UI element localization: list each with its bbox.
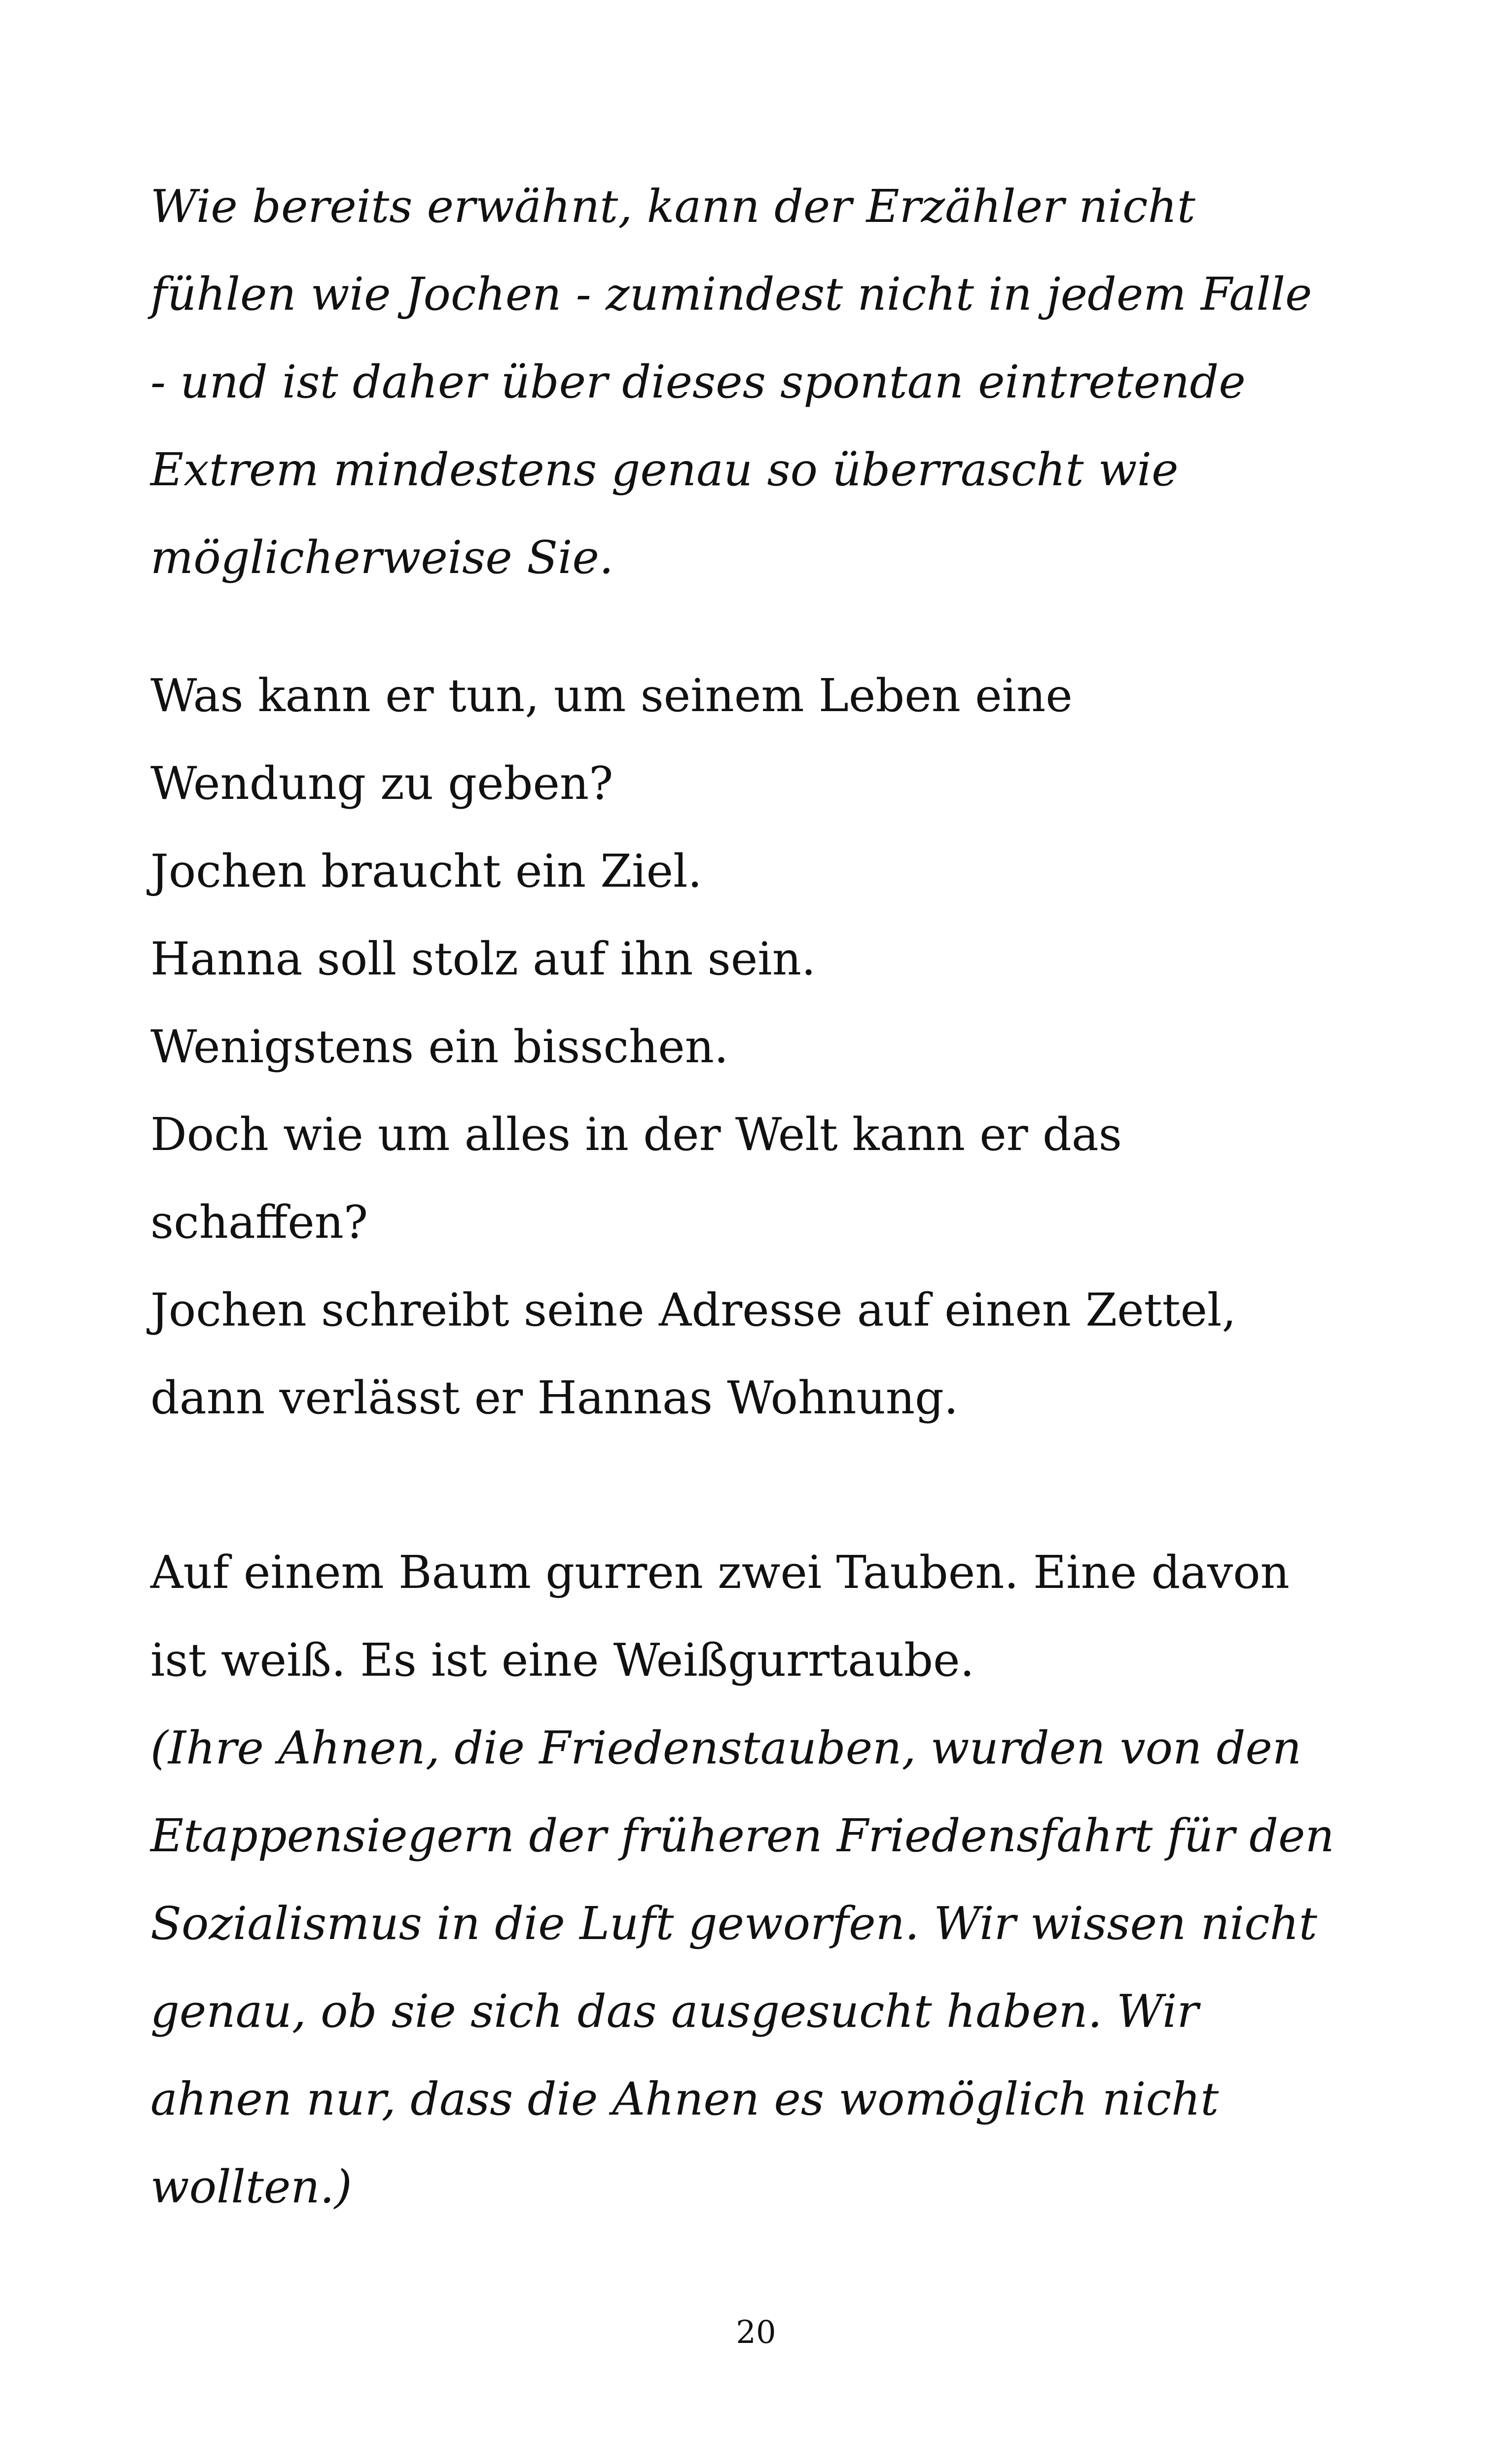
- text-line: (Ihre Ahnen, die Friedenstauben, wurden von den: [150, 1722, 1302, 1774]
- text-line: Was kann er tun, um seinem Leben eine: [150, 669, 1073, 722]
- text-line: ist weiß. Es ist eine Weißgurrtaube.: [150, 1634, 974, 1687]
- text-line: Hanna soll stolz auf ihn sein.: [150, 933, 816, 985]
- text-line: Wenigstens ein bisschen.: [150, 1020, 729, 1073]
- page-number: 20: [736, 2314, 776, 2351]
- paragraph-jochen-goal: [150, 652, 1393, 1442]
- text-line: - und ist daher über dieses spontan eintretende: [150, 356, 1246, 408]
- text-line: Extrem mindestens genau so überrascht wie: [150, 443, 1179, 496]
- text-line: wollten.): [150, 2160, 352, 2213]
- text-line: schaffen?: [150, 1196, 368, 1249]
- text-line: ahnen nur, dass die Ahnen es womöglich nicht: [150, 2073, 1219, 2125]
- text-line: Jochen braucht ein Ziel.: [150, 845, 702, 898]
- text-line: fühlen wie Jochen - zumindest nicht in jedem Falle: [150, 268, 1312, 321]
- text-line: genau, ob sie sich das ausgesucht haben. Wir: [150, 1985, 1199, 2038]
- text-line: Wie bereits erwähnt, kann der Erzähler nicht: [150, 180, 1195, 233]
- paragraph-doves-aside: [150, 1704, 1393, 2231]
- text-line: Doch wie um alles in der Welt kann er das: [150, 1108, 1122, 1161]
- text-line: Auf einem Baum gurren zwei Tauben. Eine davon: [150, 1546, 1290, 1599]
- paragraph-narrator-aside: [150, 163, 1393, 602]
- paragraph-doves: [150, 1529, 1393, 2231]
- text-line: Etappensiegern der früheren Friedensfahrt für den: [150, 1809, 1334, 1862]
- text-line: möglicherweise Sie.: [150, 531, 614, 584]
- text-line: Wendung zu geben?: [150, 757, 613, 810]
- text-line: Sozialismus in die Luft geworfen. Wir wissen nicht: [150, 1897, 1317, 1950]
- text-line: Jochen schreibt seine Adresse auf einen Zettel,: [150, 1284, 1236, 1336]
- text-line: dann verlässt er Hannas Wohnung.: [150, 1371, 959, 1424]
